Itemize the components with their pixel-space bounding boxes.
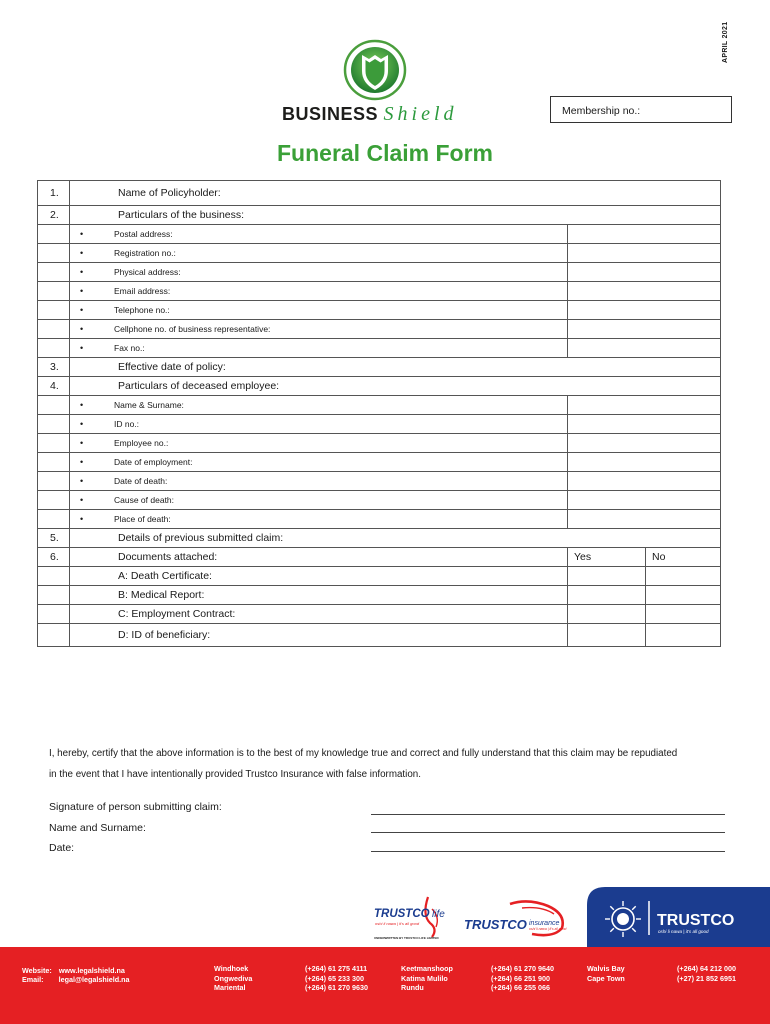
town: Cape Town bbox=[587, 973, 625, 983]
form-section-row bbox=[38, 529, 721, 548]
signature-label: Signature of person submitting claim: bbox=[49, 801, 222, 813]
phone-number: (+264) 61 275 4111 bbox=[305, 964, 368, 973]
answer-field[interactable] bbox=[568, 320, 721, 339]
no-column-header: No bbox=[646, 548, 721, 567]
form-field-row bbox=[38, 225, 721, 244]
answer-field[interactable] bbox=[568, 181, 721, 206]
answer-field[interactable] bbox=[568, 529, 721, 548]
bullet-icon: • bbox=[80, 438, 84, 448]
footer-towns-2 bbox=[401, 964, 453, 993]
field-label: Name & Surname: bbox=[114, 400, 184, 410]
form-field-row bbox=[38, 510, 721, 529]
trustco-main-logo bbox=[587, 887, 770, 948]
bullet-icon: • bbox=[80, 343, 84, 353]
row-label-cell bbox=[70, 472, 568, 491]
certification-line-1: I, hereby, certify that the above information is to the best of my knowledge true and correct and fully understand that this claim may be repudiated bbox=[49, 748, 678, 759]
row-number bbox=[38, 472, 70, 491]
form-field-row bbox=[38, 434, 721, 453]
answer-field[interactable] bbox=[568, 206, 721, 225]
no-checkbox-cell[interactable] bbox=[646, 605, 721, 624]
field-label: Fax no.: bbox=[114, 343, 145, 353]
field-label: Postal address: bbox=[114, 229, 173, 239]
bullet-icon: • bbox=[80, 324, 84, 334]
email-link[interactable]: legal@legalshield.na bbox=[58, 975, 130, 984]
yes-checkbox-cell[interactable] bbox=[568, 624, 646, 647]
row-number bbox=[38, 396, 70, 415]
row-label-cell bbox=[70, 434, 568, 453]
row-number bbox=[38, 282, 70, 301]
document-label: D: ID of beneficiary: bbox=[70, 624, 568, 647]
document-item-row bbox=[38, 567, 721, 586]
row-number bbox=[38, 339, 70, 358]
answer-field[interactable] bbox=[568, 434, 721, 453]
answer-field[interactable] bbox=[568, 415, 721, 434]
business-shield-logo bbox=[340, 38, 410, 102]
town: Rundu bbox=[401, 983, 424, 992]
town: Keetmanshoop bbox=[401, 964, 453, 973]
row-label-cell bbox=[70, 491, 568, 510]
row-label-cell bbox=[70, 282, 568, 301]
form-field-row bbox=[38, 453, 721, 472]
claim-form-table bbox=[37, 180, 721, 647]
row-label-cell bbox=[70, 415, 568, 434]
form-field-row bbox=[38, 472, 721, 491]
membership-number-field[interactable] bbox=[550, 96, 732, 123]
trustco-insurance-logo bbox=[462, 898, 580, 940]
phone-number: (+264) 66 251 900 bbox=[491, 973, 550, 983]
date-stamp: APRIL 2021 bbox=[722, 22, 729, 64]
empty-cell bbox=[38, 605, 70, 624]
answer-field[interactable] bbox=[568, 263, 721, 282]
section-label: Documents attached: bbox=[70, 548, 568, 567]
row-number: 4. bbox=[38, 377, 70, 396]
no-checkbox-cell[interactable] bbox=[646, 567, 721, 586]
phone-number: (+264) 64 212 000 bbox=[677, 964, 736, 973]
row-number bbox=[38, 301, 70, 320]
row-number: 1. bbox=[38, 181, 70, 206]
field-label: Employee no.: bbox=[114, 438, 169, 448]
name-surname-label: Name and Surname: bbox=[49, 822, 146, 834]
row-number: 6. bbox=[38, 548, 70, 567]
section-label: Name of Policyholder: bbox=[70, 181, 568, 206]
form-field-row bbox=[38, 282, 721, 301]
bullet-icon: • bbox=[80, 229, 84, 239]
town: Windhoek bbox=[214, 964, 249, 973]
trustco-life-logo bbox=[372, 893, 452, 941]
answer-field[interactable] bbox=[568, 491, 721, 510]
bullet-icon: • bbox=[80, 248, 84, 258]
bullet-icon: • bbox=[80, 514, 84, 524]
form-field-row bbox=[38, 415, 721, 434]
row-number bbox=[38, 491, 70, 510]
bullet-icon: • bbox=[80, 400, 84, 410]
form-field-row bbox=[38, 320, 721, 339]
section-label: Details of previous submitted claim: bbox=[70, 529, 568, 548]
document-label: B: Medical Report: bbox=[70, 586, 568, 605]
certification-text bbox=[49, 743, 739, 785]
form-field-row bbox=[38, 396, 721, 415]
form-field-row bbox=[38, 263, 721, 282]
footer-towns-3 bbox=[587, 964, 625, 983]
answer-field[interactable] bbox=[568, 225, 721, 244]
section-label: Effective date of policy: bbox=[70, 358, 568, 377]
bullet-icon: • bbox=[80, 419, 84, 429]
answer-field[interactable] bbox=[568, 358, 721, 377]
empty-cell bbox=[38, 586, 70, 605]
row-number bbox=[38, 320, 70, 339]
document-item-row bbox=[38, 605, 721, 624]
document-item-row bbox=[38, 586, 721, 605]
footer-towns-1 bbox=[214, 964, 252, 993]
row-number: 5. bbox=[38, 529, 70, 548]
brand-name bbox=[282, 103, 458, 126]
bullet-icon: • bbox=[80, 305, 84, 315]
form-field-row bbox=[38, 301, 721, 320]
form-field-row bbox=[38, 491, 721, 510]
bullet-icon: • bbox=[80, 495, 84, 505]
footer-phones-3 bbox=[677, 964, 736, 983]
certification-line-2: in the event that I have intentionally provided Trustco Insurance with false information. bbox=[49, 769, 421, 780]
row-number: 3. bbox=[38, 358, 70, 377]
date-label: Date: bbox=[49, 842, 75, 854]
trustco-life-suffix: life bbox=[432, 909, 445, 920]
claim-form-body bbox=[38, 181, 721, 647]
form-section-row bbox=[38, 358, 721, 377]
field-label: Registration no.: bbox=[114, 248, 176, 258]
phone-number: (+264) 65 233 300 bbox=[305, 973, 364, 983]
town: Ongwediva bbox=[214, 973, 253, 983]
answer-field[interactable] bbox=[568, 339, 721, 358]
form-section-row bbox=[38, 206, 721, 225]
form-section-row bbox=[38, 377, 721, 396]
email-label: Email: bbox=[22, 975, 44, 984]
field-label: Cause of death: bbox=[114, 495, 175, 505]
row-label-cell bbox=[70, 339, 568, 358]
document-label: C: Employment Contract: bbox=[70, 605, 568, 624]
row-number bbox=[38, 244, 70, 263]
answer-field[interactable] bbox=[568, 244, 721, 263]
yes-checkbox-cell[interactable] bbox=[568, 586, 646, 605]
trustco-main-name: TRUSTCO bbox=[657, 912, 735, 929]
field-label: Email address: bbox=[114, 286, 171, 296]
answer-field[interactable] bbox=[568, 472, 721, 491]
row-number bbox=[38, 510, 70, 529]
field-label: Date of employment: bbox=[114, 457, 193, 467]
yes-column-header: Yes bbox=[568, 548, 646, 567]
row-number bbox=[38, 263, 70, 282]
row-label-cell bbox=[70, 510, 568, 529]
form-field-row bbox=[38, 244, 721, 263]
footer-email bbox=[22, 975, 130, 985]
row-number bbox=[38, 225, 70, 244]
answer-field[interactable] bbox=[568, 377, 721, 396]
row-label-cell bbox=[70, 396, 568, 415]
trustco-insurance-tagline: oshi li nawa | it's all good bbox=[529, 927, 567, 931]
trustco-main-tagline: oshi li nawa | it's all good bbox=[658, 929, 709, 934]
trustco-insurance-name: TRUSTCO bbox=[464, 917, 527, 932]
answer-field[interactable] bbox=[568, 510, 721, 529]
documents-row bbox=[38, 548, 721, 567]
row-number bbox=[38, 453, 70, 472]
bullet-icon: • bbox=[80, 267, 84, 277]
date-line[interactable] bbox=[371, 851, 725, 852]
footer-phones-1 bbox=[305, 964, 368, 993]
trustco-insurance-suffix: insurance bbox=[529, 920, 560, 927]
row-label-cell bbox=[70, 225, 568, 244]
form-field-row bbox=[38, 339, 721, 358]
answer-field[interactable] bbox=[568, 396, 721, 415]
field-label: Telephone no.: bbox=[114, 305, 170, 315]
field-label: Physical address: bbox=[114, 267, 181, 277]
town: Katima Mulilo bbox=[401, 973, 448, 983]
town: Walvis Bay bbox=[587, 964, 625, 973]
bullet-icon: • bbox=[80, 286, 84, 296]
trustco-life-tagline: oshi li nawa | it's all good bbox=[375, 921, 420, 926]
field-label: Cellphone no. of business representative: bbox=[114, 324, 271, 334]
phone-number: (+264) 61 270 9630 bbox=[305, 983, 368, 992]
trustco-life-name: TRUSTCO bbox=[374, 908, 430, 920]
yes-checkbox-cell[interactable] bbox=[568, 567, 646, 586]
trustco-life-underwritten: UNDERWRITTEN BY TRUSTCO LIFE LIMITED bbox=[374, 936, 439, 940]
brand-word-business: BUSINESS bbox=[282, 104, 379, 124]
phone-number: (+27) 21 852 6951 bbox=[677, 973, 736, 983]
document-label: A: Death Certificate: bbox=[70, 567, 568, 586]
row-label-cell bbox=[70, 453, 568, 472]
row-label-cell bbox=[70, 301, 568, 320]
field-label: ID no.: bbox=[114, 419, 140, 429]
field-label: Date of death: bbox=[114, 476, 168, 486]
membership-label: Membership no.: bbox=[562, 105, 641, 117]
website-label: Website: bbox=[22, 966, 52, 975]
answer-field[interactable] bbox=[568, 453, 721, 472]
brand-word-shield: Shield bbox=[383, 103, 458, 125]
document-item-row bbox=[38, 624, 721, 647]
bullet-icon: • bbox=[80, 476, 84, 486]
website-link[interactable]: www.legalshield.na bbox=[58, 966, 125, 975]
bullet-icon: • bbox=[80, 457, 84, 467]
empty-cell bbox=[38, 567, 70, 586]
section-label: Particulars of the business: bbox=[70, 206, 568, 225]
empty-cell bbox=[38, 624, 70, 647]
field-label: Place of death: bbox=[114, 514, 171, 524]
row-label-cell bbox=[70, 263, 568, 282]
row-number bbox=[38, 415, 70, 434]
no-checkbox-cell[interactable] bbox=[646, 624, 721, 647]
row-number bbox=[38, 434, 70, 453]
form-section-row bbox=[38, 181, 721, 206]
row-label-cell bbox=[70, 244, 568, 263]
phone-number: (+264) 66 255 066 bbox=[491, 983, 550, 992]
town: Mariental bbox=[214, 983, 246, 992]
form-title: Funeral Claim Form bbox=[277, 140, 493, 166]
phone-number: (+264) 61 270 9640 bbox=[491, 964, 554, 973]
footer-phones-2 bbox=[491, 964, 554, 993]
name-surname-line[interactable] bbox=[371, 832, 725, 833]
row-number: 2. bbox=[38, 206, 70, 225]
answer-field[interactable] bbox=[568, 282, 721, 301]
footer-bar bbox=[0, 947, 770, 1024]
row-label-cell bbox=[70, 320, 568, 339]
section-label: Particulars of deceased employee: bbox=[70, 377, 568, 396]
answer-field[interactable] bbox=[568, 301, 721, 320]
no-checkbox-cell[interactable] bbox=[646, 586, 721, 605]
signature-line[interactable] bbox=[371, 814, 725, 815]
yes-checkbox-cell[interactable] bbox=[568, 605, 646, 624]
